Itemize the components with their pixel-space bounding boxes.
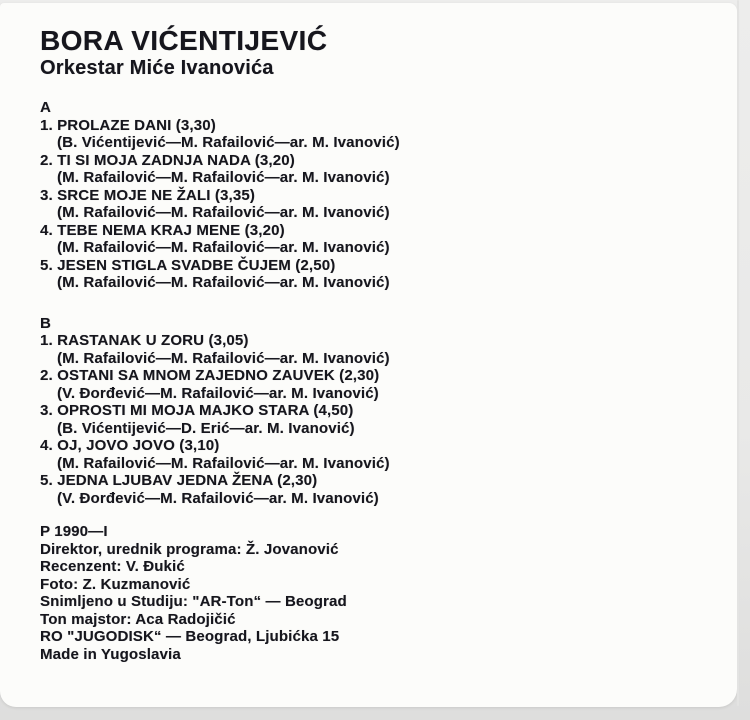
scan-edge-seam [737,0,739,706]
track-item [40,402,709,437]
track-title-line [40,222,709,240]
track-item [40,222,709,257]
track-duration: (2,30) [277,472,318,489]
track-number: 5. [40,256,53,274]
track-title: TEBE NEMA KRAJ MENE [57,221,241,239]
track-item [40,367,709,402]
track-title: OPROSTI MI MOJA MAJKO STARA [57,402,309,419]
sleeve-content [0,3,737,663]
credits-section [40,523,709,663]
track-title: OJ, JOVO JOVO [57,437,175,454]
track-number: 3. [40,186,53,204]
track-duration: (3,35) [214,186,255,204]
track-title: RASTANAK U ZORU [57,332,205,349]
track-number: 2. [40,367,53,384]
studio-credit-line: Snimljeno u Studiju: "AR-Ton“ — Beograd [40,593,347,610]
track-title-line [40,332,709,350]
side-a-label: A [40,99,51,116]
track-title-line [40,402,709,420]
director-credit-line: Direktor, urednik programa: Ž. Jovanović [40,540,339,558]
publish-year-line: P 1990—I [40,523,108,540]
track-duration: (4,50) [313,402,354,419]
reviewer-credit-line: Recenzent: V. Đukić [40,558,185,575]
track-item [40,117,709,152]
track-title-line [40,117,709,135]
track-credits: (V. Đorđević—M. Rafailović—ar. M. Ivanović) [57,384,379,402]
track-item [40,472,709,507]
track-title-line [40,367,709,385]
side-a-section [40,99,709,292]
track-title: TI SI MOJA ZADNJA NADA [57,151,251,169]
track-duration: (3,20) [244,221,285,239]
track-duration: (3,05) [208,332,249,349]
label-address-line: RO "JUGODISK“ — Beograd, Ljubićka 15 [40,628,340,645]
track-title: JESEN STIGLA SVADBE ČUJEM [57,256,291,274]
side-b-label: B [40,314,51,332]
track-number: 1. [40,116,53,134]
track-duration: (3,30) [175,116,216,134]
track-title: OSTANI SA MNOM ZAJEDNO ZAUVEK [57,367,335,384]
track-title-line [40,152,709,170]
track-number: 1. [40,332,53,349]
track-number: 3. [40,402,53,419]
track-number: 4. [40,437,53,454]
track-title: PROLAZE DANI [57,116,172,134]
track-title: SRCE MOJE NE ŽALI [57,186,211,204]
track-number: 4. [40,221,53,239]
track-duration: (3,20) [254,151,295,169]
track-credits: (B. Vićentijević—D. Erić—ar. M. Ivanović) [57,419,355,437]
track-title-line [40,472,709,490]
track-credits: (M. Rafailović—M. Rafailović—ar. M. Ivanović) [57,169,390,186]
track-item [40,152,709,187]
track-credits: (M. Rafailović—M. Rafailović—ar. M. Ivanović) [57,204,390,221]
side-b-section [40,315,709,508]
track-duration: (2,30) [339,367,380,384]
made-in-line: Made in Yugoslavia [40,645,181,663]
sleeve-card [0,3,737,707]
track-item [40,257,709,292]
track-number: 2. [40,151,53,169]
track-title-line [40,257,709,275]
photo-credit-line: Foto: Z. Kuzmanović [40,575,191,593]
track-title: JEDNA LJUBAV JEDNA ŽENA [57,472,273,489]
track-number: 5. [40,472,53,489]
track-credits: (B. Vićentijević—M. Rafailović—ar. M. Ivanović) [57,134,400,151]
track-title-line [40,187,709,205]
track-credits: (M. Rafailović—M. Rafailović—ar. M. Ivanović) [57,349,390,367]
track-credits: (V. Đorđević—M. Rafailović—ar. M. Ivanović) [57,489,379,507]
artist-name: BORA VIĆENTIJEVIĆ [40,25,328,56]
track-item [40,187,709,222]
sound-engineer-credit-line: Ton majstor: Aca Radojičić [40,610,236,628]
track-item [40,437,709,472]
orchestra-name: Orkestar Miće Ivanovića [40,57,274,79]
track-item [40,332,709,367]
track-credits: (M. Rafailović—M. Rafailović—ar. M. Ivanović) [57,454,390,472]
track-duration: (2,50) [295,256,336,274]
track-credits: (M. Rafailović—M. Rafailović—ar. M. Ivanović) [57,239,390,256]
track-title-line [40,437,709,455]
track-duration: (3,10) [179,437,220,454]
track-credits: (M. Rafailović—M. Rafailović—ar. M. Ivanović) [57,274,390,291]
